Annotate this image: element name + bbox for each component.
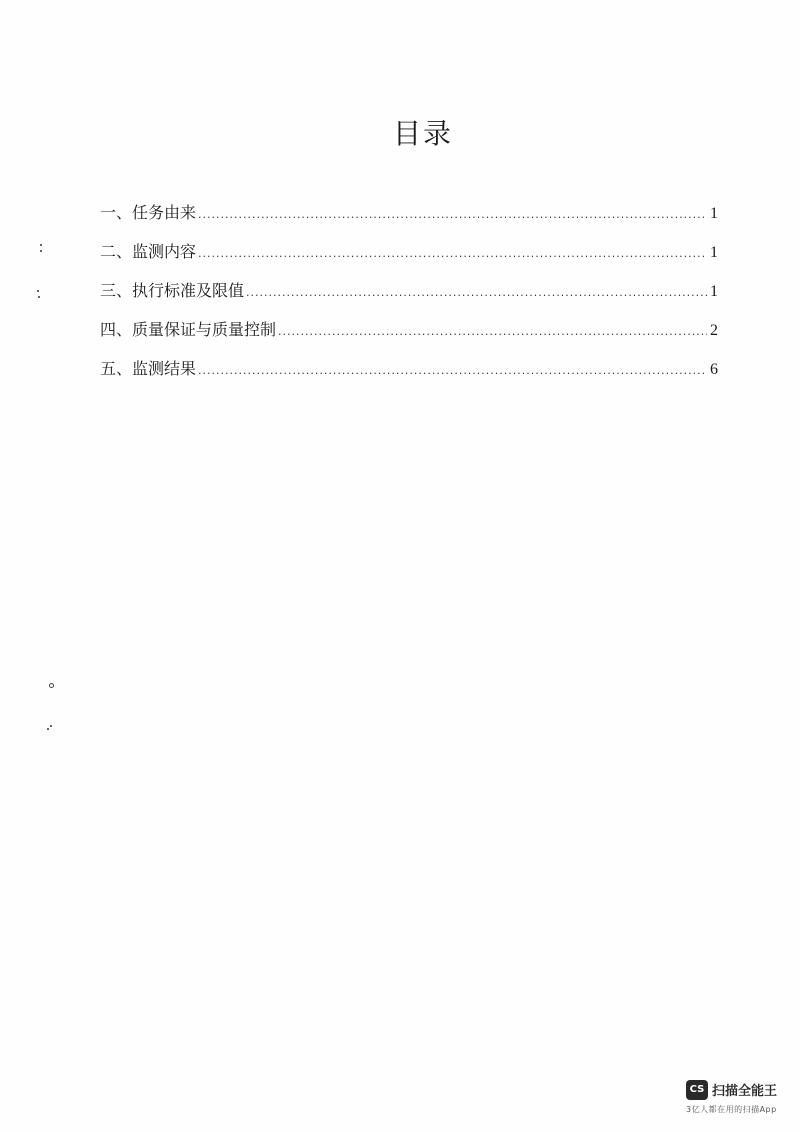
toc-entry-label: 三、执行标准及限值 [100, 281, 245, 300]
toc-entry-label: 五、监测结果 [100, 359, 197, 378]
toc-leader-dots [198, 364, 707, 377]
watermark-tagline: 3亿人都在用的扫描App [686, 1105, 777, 1114]
page-title: 目录 [392, 117, 453, 150]
toc-entry-1[interactable] [100, 200, 718, 239]
toc-entry-label: 一、任务由来 [100, 203, 197, 222]
toc-entry-4[interactable] [100, 317, 718, 356]
table-of-contents [100, 200, 718, 395]
toc-entry-page: 6 [710, 361, 718, 378]
scan-speck [40, 250, 42, 252]
watermark-brand: 扫描全能王 [712, 1084, 778, 1099]
scan-speck [38, 296, 40, 298]
toc-entry-label: 四、质量保证与质量控制 [100, 320, 277, 339]
toc-leader-dots [278, 325, 707, 338]
scanner-watermark [686, 1078, 782, 1118]
camscanner-logo-icon: CS [686, 1080, 708, 1100]
scan-speck [49, 683, 54, 688]
toc-entry-3[interactable] [100, 278, 718, 317]
toc-entry-5[interactable] [100, 356, 718, 395]
toc-entry-label: 二、监测内容 [100, 242, 197, 261]
scan-speck [40, 244, 42, 246]
toc-entry-page: 2 [710, 322, 718, 339]
toc-entry-2[interactable] [100, 239, 718, 278]
scan-speck [37, 290, 39, 292]
toc-leader-dots [198, 247, 707, 260]
toc-entry-page: 1 [710, 244, 718, 261]
toc-leader-dots [246, 286, 707, 299]
scan-speck [50, 725, 52, 727]
scan-speck [47, 728, 49, 730]
toc-entry-page: 1 [710, 283, 718, 300]
toc-entry-page: 1 [710, 205, 718, 222]
toc-leader-dots [198, 208, 707, 221]
